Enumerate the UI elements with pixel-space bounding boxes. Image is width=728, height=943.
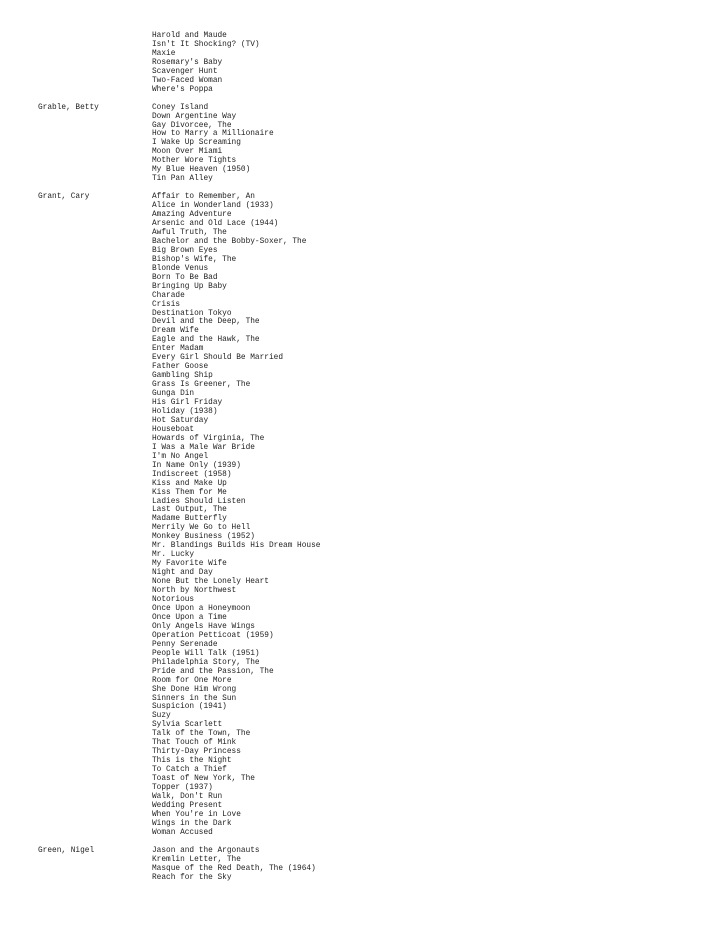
actor-entry: [0, 32, 728, 95]
film-title: Tin Pan Alley: [152, 175, 213, 184]
film-title: Night and Day: [152, 569, 213, 578]
film-title: Big Brown Eyes: [152, 246, 218, 255]
film-title: Wedding Present: [152, 801, 223, 810]
film-title: Isn't It Shocking? (TV): [152, 40, 260, 49]
film-title: Down Argentine Way: [152, 112, 237, 121]
film-title: Toast of New York, The: [152, 775, 255, 784]
film-title: My Blue Heaven (1950): [152, 166, 251, 175]
film-title: Suzy: [152, 712, 171, 721]
film-title: None But the Lonely Heart: [152, 578, 269, 587]
film-title: Sylvia Scarlett: [152, 721, 223, 730]
film-title: Scavenger Hunt: [152, 67, 218, 76]
film-title: Last Output, The: [152, 506, 227, 515]
film-title: In Name Only (1939): [152, 461, 241, 470]
film-title: Charade: [152, 291, 185, 300]
film-title: Once Upon a Honeymoon: [152, 604, 251, 613]
film-title: How to Marry a Millionaire: [152, 130, 274, 139]
film-title: Enter Madam: [152, 345, 204, 354]
film-title: Mother Wore Tights: [152, 157, 237, 166]
film-title: My Favorite Wife: [152, 560, 227, 569]
film-title: Once Upon a Time: [152, 613, 227, 622]
film-list: [152, 104, 728, 185]
film-title: Destination Tokyo: [152, 309, 232, 318]
film-title: Suspicion (1941): [152, 703, 227, 712]
film-title: That Touch of Mink: [152, 739, 237, 748]
film-title: Indiscreet (1958): [152, 470, 232, 479]
film-title: Devil and the Deep, The: [152, 318, 260, 327]
film-title: Every Girl Should Be Married: [152, 354, 284, 363]
film-title: Awful Truth, The: [152, 228, 227, 237]
film-title: Kiss and Make Up: [152, 479, 227, 488]
film-title: Wings in the Dark: [152, 819, 232, 828]
film-title: Where's Poppa: [152, 85, 213, 94]
film-title: Monkey Business (1952): [152, 533, 255, 542]
actor-entry: [0, 104, 728, 185]
film-title: Gunga Din: [152, 390, 195, 399]
actor-name: Grable, Betty: [38, 103, 99, 112]
film-title: Bachelor and the Bobby-Soxer, The: [152, 237, 307, 246]
filmography-list: [0, 32, 728, 891]
film-title: Affair to Remember, An: [152, 193, 255, 202]
film-title: Mr. Lucky: [152, 551, 195, 560]
film-title: Room for One More: [152, 676, 232, 685]
film-title: She Done Him Wrong: [152, 685, 237, 694]
actor-entry: [0, 193, 728, 838]
film-title: People Will Talk (1951): [152, 649, 260, 658]
film-title: Harold and Maude: [152, 32, 227, 40]
film-title: Born To Be Bad: [152, 273, 218, 282]
film-title: Madame Butterfly: [152, 515, 227, 524]
film-title: Sinners in the Sun: [152, 694, 237, 703]
film-list: [152, 32, 728, 95]
film-title: Maxie: [152, 49, 176, 58]
film-title: Bringing Up Baby: [152, 282, 227, 291]
film-title: Notorious: [152, 596, 195, 605]
film-title: Woman Accused: [152, 828, 213, 837]
film-title: Two-Faced Woman: [152, 76, 223, 85]
actor-name: Grant, Cary: [38, 193, 90, 202]
film-title: Houseboat: [152, 425, 195, 434]
film-title: Masque of the Red Death, The (1964): [152, 864, 316, 873]
film-title: Grass Is Greener, The: [152, 381, 251, 390]
film-title: Operation Petticoat (1959): [152, 631, 274, 640]
film-title: Moon Over Miami: [152, 148, 223, 157]
film-title: Coney Island: [152, 103, 209, 112]
film-title: Rosemary's Baby: [152, 58, 223, 67]
film-title: Kremlin Letter, The: [152, 855, 241, 864]
film-title: Talk of the Town, The: [152, 730, 251, 739]
film-title: Alice in Wonderland (1933): [152, 202, 274, 211]
film-title: Only Angels Have Wings: [152, 622, 255, 631]
film-title: Jason and the Argonauts: [152, 846, 260, 855]
actor-entry: [0, 847, 728, 883]
film-title: Topper (1937): [152, 784, 213, 793]
film-title: His Girl Friday: [152, 399, 223, 408]
film-title: I'm No Angel: [152, 452, 209, 461]
film-title: Arsenic and Old Lace (1944): [152, 219, 279, 228]
film-title: North by Northwest: [152, 587, 237, 596]
film-title: Amazing Adventure: [152, 211, 232, 220]
film-title: Gambling Ship: [152, 372, 213, 381]
film-list: [152, 847, 728, 883]
film-title: This is the Night: [152, 757, 232, 766]
film-title: Reach for the Sky: [152, 873, 232, 882]
film-title: I Was a Male War Bride: [152, 443, 255, 452]
actor-name: Green, Nigel: [38, 846, 95, 855]
film-title: Hot Saturday: [152, 416, 209, 425]
film-title: Pride and the Passion, The: [152, 667, 274, 676]
film-title: To Catch a Thief: [152, 766, 227, 775]
film-title: Walk, Don't Run: [152, 792, 223, 801]
film-title: Eagle and the Hawk, The: [152, 336, 260, 345]
film-title: I Wake Up Screaming: [152, 139, 241, 148]
film-title: Crisis: [152, 300, 181, 309]
film-title: Thirty-Day Princess: [152, 748, 241, 757]
film-title: When You're in Love: [152, 810, 241, 819]
film-title: Howards of Virginia, The: [152, 434, 265, 443]
film-title: Holiday (1938): [152, 408, 218, 416]
film-title: Father Goose: [152, 363, 209, 372]
film-title: Penny Serenade: [152, 640, 218, 649]
film-title: Philadelphia Story, The: [152, 658, 260, 667]
film-list: [152, 193, 728, 838]
film-title: Gay Divorcee, The: [152, 121, 232, 130]
film-title: Mr. Blandings Builds His Dream House: [152, 542, 321, 551]
actor-name: [0, 32, 152, 95]
film-title: Blonde Venus: [152, 264, 209, 273]
film-title: Kiss Them for Me: [152, 488, 227, 497]
film-title: Dream Wife: [152, 327, 199, 336]
film-title: Ladies Should Listen: [152, 497, 246, 506]
film-title: Bishop's Wife, The: [152, 255, 237, 264]
film-title: Merrily We Go to Hell: [152, 524, 251, 533]
